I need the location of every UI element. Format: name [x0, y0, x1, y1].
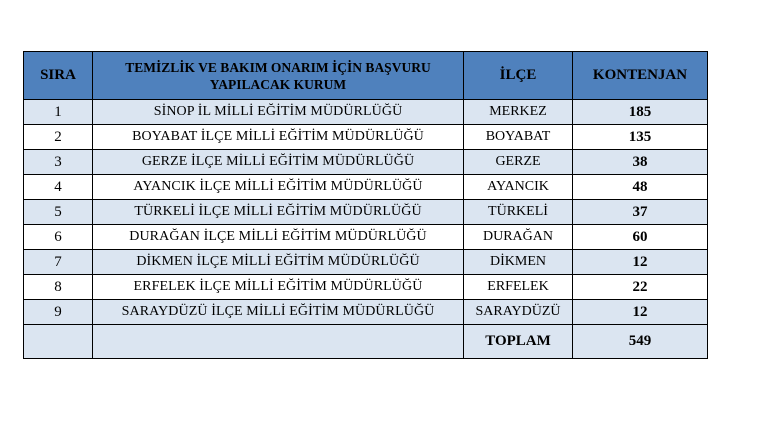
row-ilce-cell: ERFELEK: [464, 275, 573, 300]
row-kurum-cell: SİNOP İL MİLLİ EĞİTİM MÜDÜRLÜĞÜ: [93, 100, 464, 125]
row-kontenjan-cell: 38: [573, 150, 708, 175]
table-body: [24, 100, 708, 325]
row-ilce-cell: SARAYDÜZÜ: [464, 300, 573, 325]
row-ilce-cell: DİKMEN: [464, 250, 573, 275]
row-kurum-cell: DİKMEN İLÇE MİLLİ EĞİTİM MÜDÜRLÜĞÜ: [93, 250, 464, 275]
row-kontenjan-cell: 12: [573, 250, 708, 275]
row-sira-cell: 9: [24, 300, 93, 325]
row-ilce-cell: DURAĞAN: [464, 225, 573, 250]
header-kontenjan: KONTENJAN: [573, 52, 708, 100]
row-kurum-cell: ERFELEK İLÇE MİLLİ EĞİTİM MÜDÜRLÜĞÜ: [93, 275, 464, 300]
row-sira-cell: 4: [24, 175, 93, 200]
row-ilce-cell: AYANCIK: [464, 175, 573, 200]
row-kontenjan-cell: 135: [573, 125, 708, 150]
row-kurum-cell: DURAĞAN İLÇE MİLLİ EĞİTİM MÜDÜRLÜĞÜ: [93, 225, 464, 250]
row-kurum-cell: BOYABAT İLÇE MİLLİ EĞİTİM MÜDÜRLÜĞÜ: [93, 125, 464, 150]
table-row: [24, 125, 708, 150]
row-ilce-cell: GERZE: [464, 150, 573, 175]
row-kurum-cell: SARAYDÜZÜ İLÇE MİLLİ EĞİTİM MÜDÜRLÜĞÜ: [93, 300, 464, 325]
footer-empty-cell: [93, 325, 464, 359]
row-kontenjan-cell: 37: [573, 200, 708, 225]
row-kontenjan-cell: 60: [573, 225, 708, 250]
row-kontenjan-cell: 12: [573, 300, 708, 325]
footer-toplam-label: TOPLAM: [464, 325, 573, 359]
footer-empty-cell: [24, 325, 93, 359]
row-kontenjan-cell: 185: [573, 100, 708, 125]
row-sira-cell: 3: [24, 150, 93, 175]
row-ilce-cell: MERKEZ: [464, 100, 573, 125]
table-row: [24, 200, 708, 225]
row-sira-cell: 5: [24, 200, 93, 225]
kontenjan-table: [23, 51, 708, 359]
table-footer-row: [24, 325, 708, 359]
row-sira-cell: 6: [24, 225, 93, 250]
table-row: [24, 275, 708, 300]
row-kontenjan-cell: 48: [573, 175, 708, 200]
table-row: [24, 250, 708, 275]
row-sira-cell: 8: [24, 275, 93, 300]
row-ilce-cell: TÜRKELİ: [464, 200, 573, 225]
header-kurum: TEMİZLİK VE BAKIM ONARIM İÇİN BAŞVURU YAPILACAK KURUM: [93, 52, 464, 100]
footer-toplam-value: 549: [573, 325, 708, 359]
table-row: [24, 100, 708, 125]
table-header-row: [24, 52, 708, 100]
table-row: [24, 150, 708, 175]
row-ilce-cell: BOYABAT: [464, 125, 573, 150]
row-sira-cell: 2: [24, 125, 93, 150]
row-kurum-cell: AYANCIK İLÇE MİLLİ EĞİTİM MÜDÜRLÜĞÜ: [93, 175, 464, 200]
table-row: [24, 300, 708, 325]
header-sira: SIRA: [24, 52, 93, 100]
row-kurum-cell: GERZE İLÇE MİLLİ EĞİTİM MÜDÜRLÜĞÜ: [93, 150, 464, 175]
row-sira-cell: 7: [24, 250, 93, 275]
header-ilce: İLÇE: [464, 52, 573, 100]
row-kontenjan-cell: 22: [573, 275, 708, 300]
row-sira-cell: 1: [24, 100, 93, 125]
table-row: [24, 225, 708, 250]
table-row: [24, 175, 708, 200]
row-kurum-cell: TÜRKELİ İLÇE MİLLİ EĞİTİM MÜDÜRLÜĞÜ: [93, 200, 464, 225]
